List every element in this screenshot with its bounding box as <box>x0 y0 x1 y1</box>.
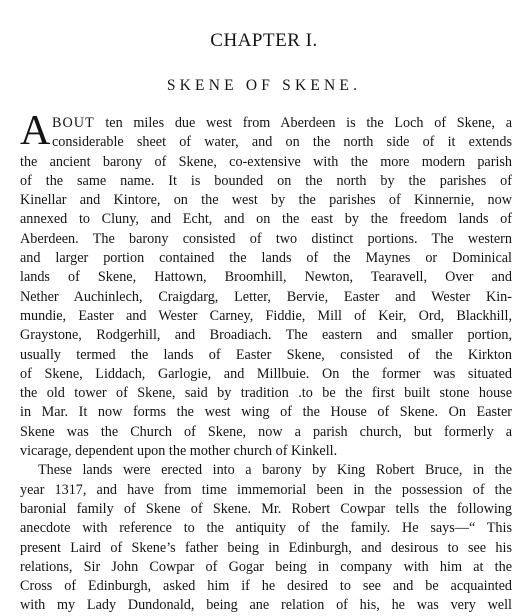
paragraph-1-line: Nether Auchinlech, Craigdarg, Letter, Bervie, Easter and Wester Kin- <box>20 288 512 305</box>
paragraph-1-line: Kinellar and Kintore, on the west by the parishes of Kinnernie, now <box>20 192 512 209</box>
paragraph-1-line: of Skene, Liddach, Garlogie, and Millbuie. On the former was situated <box>20 365 512 382</box>
paragraph-1-line <box>20 114 512 133</box>
body-text <box>20 108 512 616</box>
paragraph-1-line: Aberdeen. The barony consisted of two distinct portions. The western <box>20 230 512 247</box>
first-word-rest: BOUT <box>52 115 95 131</box>
section-title: SKENE OF SKENE. <box>166 77 362 94</box>
paragraph-2-line: baronial family of Skene of Skene. Mr. Robert Cowpar tells the following <box>20 500 512 517</box>
paragraph-1-line: vicarage, dependent upon the mother church of Kinkell. <box>20 443 338 460</box>
paragraph-2-line: present Laird of Skene’s father being in Edinburgh, and desirous to see his <box>20 539 512 556</box>
paragraph-1-line: Graystone, Rodgerhill, and Broadiach. The eastern and smaller portion, <box>20 327 512 344</box>
paragraph-1-line: of the same name. It is bounded on the north by the parishes of <box>20 172 512 189</box>
paragraph-1-line: usually termed the lands of Easter Skene, consisted of the Kirkton <box>20 346 512 363</box>
paragraph-1-line: in Mar. It now forms the west wing of the House of Skene. On Easter <box>20 404 512 421</box>
paragraph-2-line: with my Lady Dundonald, being ane relation of his, he was very well <box>20 597 512 614</box>
paragraph-2-line: These lands were erected into a barony by King Robert Bruce, in the <box>38 462 512 479</box>
paragraph-2-line: year 1317, and have from time immemorial been in the possession of the <box>20 481 512 498</box>
paragraph-1-line: the old tower of Skene, said by tradition .to be the first built stone house <box>20 385 512 402</box>
paragraph-1-line: the ancient barony of Skene, co-extensive with the more modern parish <box>20 153 512 170</box>
paragraph-1-line: Skene was the Church of Skene, now a parish church, but formerly a <box>20 423 512 440</box>
paragraph-1-line-text: ten miles due west from Aberdeen is the Loch of Skene, a <box>94 115 512 131</box>
drop-cap: A <box>20 108 51 154</box>
paragraph-1-line: considerable sheet of water, and on the north side of it extends <box>52 134 512 151</box>
paragraph-1-line: mundie, Easter and Wester Carney, Fiddie, Mill of Keir, Ord, Blackhill, <box>20 307 512 324</box>
paragraph-1-line: lands of Skene, Hattown, Broomhill, Newton, Tearavell, Over and <box>20 269 512 286</box>
paragraph-2-line: relations, Sir John Cowpar of Gogar being in company with him at the <box>20 558 512 575</box>
paragraph-2-line: anecdote with reference to the antiquity of the family. He says—“ This <box>20 520 512 537</box>
chapter-heading: CHAPTER I. <box>210 30 318 51</box>
paragraph-1-line: and larger portion contained the lands of the Maynes or Dominical <box>20 250 512 267</box>
paragraph-1-line: annexed to Cluny, and Echt, and on the east by the freedom lands of <box>20 211 512 228</box>
paragraph-2-line: Cross of Edinburgh, asked him if he desired to see and be acquainted <box>20 578 512 595</box>
